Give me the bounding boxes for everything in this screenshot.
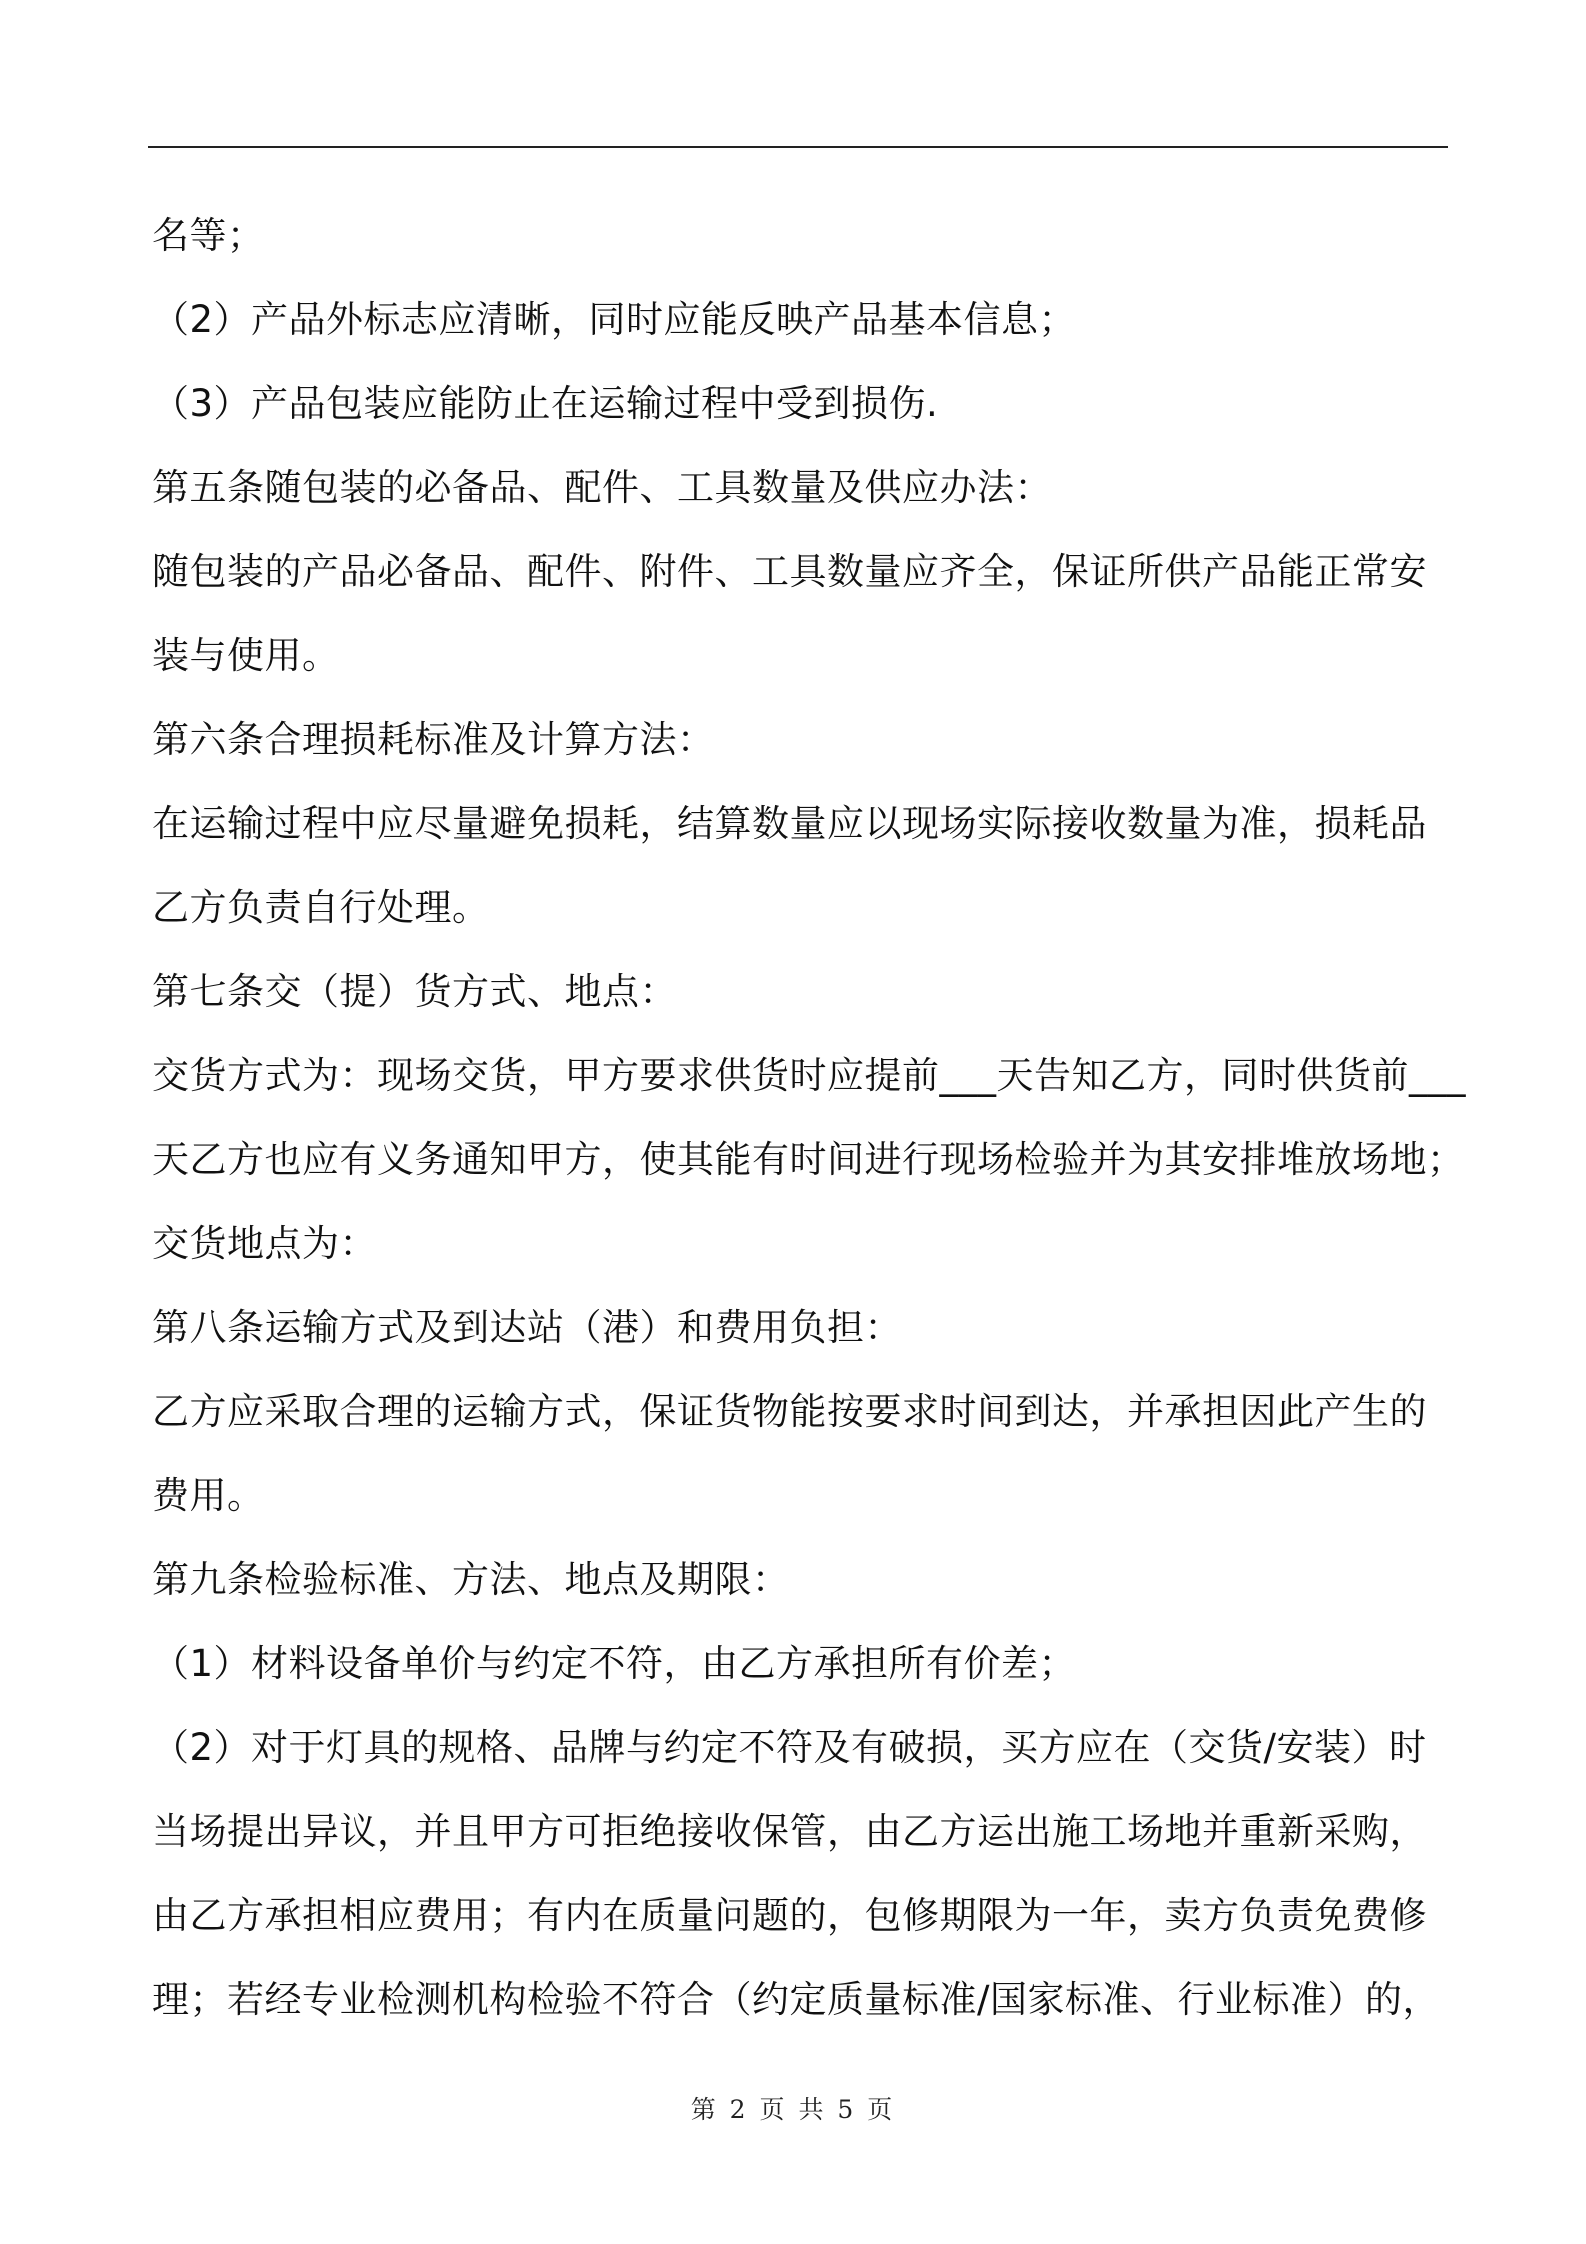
text-line: 理；若经专业检测机构检验不符合（约定质量标准/国家标准、行业标准）的， (152, 1978, 1440, 2021)
text-line: （2）产品外标志应清晰，同时应能反映产品基本信息； (152, 298, 1077, 341)
text-line: （2）对于灯具的规格、品牌与约定不符及有破损，买方应在（交货/安装）时 (152, 1726, 1427, 1769)
text-line: 当场提出异议，并且甲方可拒绝接收保管，由乙方运出施工场地并重新采购， (152, 1810, 1427, 1853)
text-line: 名等； (152, 214, 265, 257)
header-divider (148, 146, 1448, 148)
text-line: 在运输过程中应尽量避免损耗，结算数量应以现场实际接收数量为准，损耗品 (152, 802, 1427, 845)
text-line: 乙方应采取合理的运输方式，保证货物能按要求时间到达，并承担因此产生的 (152, 1390, 1427, 1433)
text-line: 天乙方也应有义务通知甲方，使其能有时间进行现场检验并为其安排堆放场地； (152, 1138, 1465, 1181)
text-line: 由乙方承担相应费用；有内在质量问题的，包修期限为一年，卖方负责免费修 (152, 1894, 1427, 1937)
page-number: 第 2 页 共 5 页 (690, 2095, 896, 2124)
text-line: 随包装的产品必备品、配件、附件、工具数量应齐全，保证所供产品能正常安 (152, 550, 1427, 593)
text-line: 乙方负责自行处理。 (152, 886, 490, 929)
text-line: 装与使用。 (152, 634, 340, 677)
contract-body (152, 194, 1466, 2042)
section-heading: 第六条合理损耗标准及计算方法： (152, 718, 715, 761)
section-heading: 第九条检验标准、方法、地点及期限： (152, 1558, 790, 1601)
section-heading: 第五条随包装的必备品、配件、工具数量及供应办法： (152, 466, 1052, 509)
text-line: 费用。 (152, 1474, 265, 1517)
section-heading: 第七条交（提）货方式、地点： (152, 970, 677, 1013)
text-line: （1）材料设备单价与约定不符，由乙方承担所有价差； (152, 1642, 1077, 1685)
section-heading: 第八条运输方式及到达站（港）和费用负担： (152, 1306, 902, 1349)
text-line: 交货方式为：现场交货，甲方要求供货时应提前___天告知乙方，同时供货前___ (152, 1054, 1466, 1097)
text-line: 交货地点为： (152, 1222, 377, 1265)
text-line: （3）产品包装应能防止在运输过程中受到损伤. (152, 382, 939, 425)
